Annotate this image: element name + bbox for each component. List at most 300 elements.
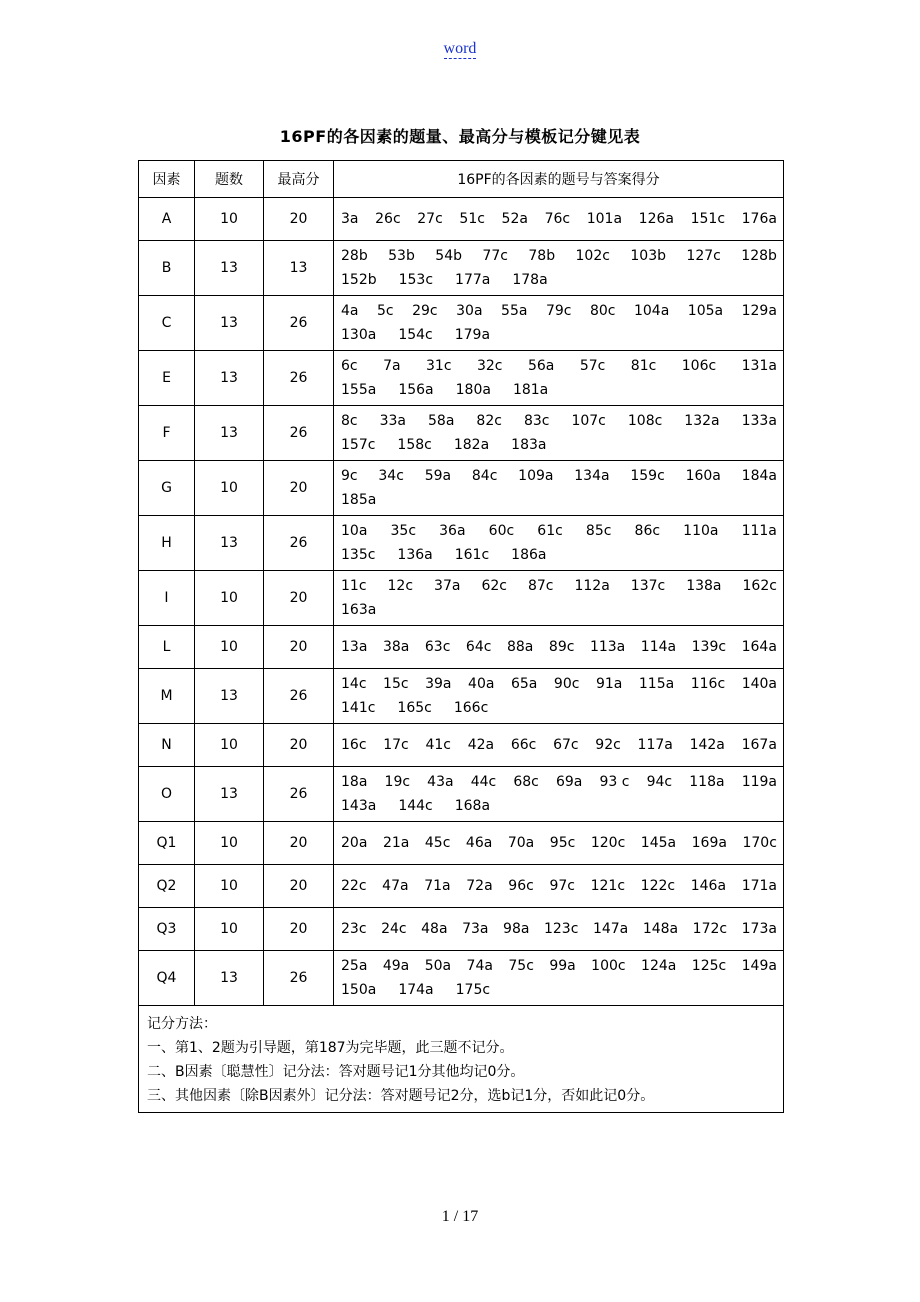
item-key: 35c <box>390 523 417 539</box>
item-key: 125c <box>691 958 727 974</box>
item-key: 160a <box>685 468 721 484</box>
header-word-link-text[interactable]: word <box>443 40 477 57</box>
item-key: 151c <box>690 211 726 227</box>
item-key: 161c <box>454 547 490 563</box>
item-key: 148a <box>642 921 679 937</box>
table-row <box>139 908 784 951</box>
factor-cell: E <box>139 351 195 406</box>
item-key: 134a <box>574 468 610 484</box>
item-key: 34c <box>378 468 404 484</box>
table-row <box>139 516 784 571</box>
item-key: 123c <box>543 921 579 937</box>
item-key: 178a <box>512 272 548 288</box>
item-key: 129a <box>741 303 777 319</box>
item-key: 60c <box>488 523 515 539</box>
item-key: 9c <box>341 468 358 484</box>
item-key: 42a <box>467 737 495 753</box>
max-score-cell: 26 <box>264 669 334 724</box>
item-key: 113a <box>589 639 626 655</box>
item-key: 68c <box>513 774 539 790</box>
item-key: 171a <box>741 878 777 894</box>
item-count-cell: 13 <box>195 406 264 461</box>
item-key: 89c <box>548 639 575 655</box>
factor-cell: H <box>139 516 195 571</box>
item-key: 152b <box>341 272 377 288</box>
item-keys-cell <box>334 822 784 865</box>
item-key: 130a <box>341 327 377 343</box>
item-key: 92c <box>595 737 621 753</box>
item-key: 7a <box>383 358 401 374</box>
item-keys-cell <box>334 296 784 351</box>
note-line-2: 二、B因素〔聪慧性〕记分法：答对题号记1分其他均记0分。 <box>147 1064 525 1080</box>
item-key: 118a <box>689 774 725 790</box>
item-key: 25a <box>341 958 368 974</box>
factor-cell: A <box>139 198 195 241</box>
item-keys-cell <box>334 461 784 516</box>
item-key: 54b <box>435 248 462 264</box>
item-key: 168a <box>454 798 491 814</box>
table-header-row <box>139 161 784 198</box>
item-keys-line <box>341 978 777 1002</box>
item-key: 78b <box>528 248 556 264</box>
header-word-link[interactable] <box>0 40 920 58</box>
item-key: 66c <box>510 737 537 753</box>
document-title: 16PF的各因素的题量、最高分与模板记分键见表 <box>279 127 641 146</box>
factor-cell: Q1 <box>139 822 195 865</box>
note-heading: 记分方法： <box>147 1016 217 1032</box>
max-score-cell: 20 <box>264 461 334 516</box>
item-key: 93 c <box>599 774 630 790</box>
item-keys-cell <box>334 198 784 241</box>
item-key: 67c <box>553 737 579 753</box>
item-keys-cell <box>334 571 784 626</box>
item-key: 49a <box>382 958 410 974</box>
item-key: 154c <box>398 327 433 343</box>
item-key: 150a <box>341 982 377 998</box>
factor-cell: F <box>139 406 195 461</box>
item-count-cell: 10 <box>195 865 264 908</box>
column-header-items: 16PF的各因素的题号与答案得分 <box>334 161 784 198</box>
factor-cell: G <box>139 461 195 516</box>
item-key: 51c <box>459 211 485 227</box>
item-count-cell: 10 <box>195 822 264 865</box>
item-key: 19c <box>384 774 411 790</box>
item-keys-line <box>341 354 777 378</box>
table-row <box>139 461 784 516</box>
item-key: 22c <box>341 878 367 894</box>
item-key: 108c <box>627 413 663 429</box>
item-key: 182a <box>453 437 490 453</box>
item-key: 12c <box>387 578 414 594</box>
item-key: 83c <box>523 413 550 429</box>
item-key: 86c <box>634 523 661 539</box>
max-score-cell: 20 <box>264 626 334 669</box>
factor-cell: C <box>139 296 195 351</box>
item-key: 18a <box>341 774 368 790</box>
item-key: 124a <box>641 958 677 974</box>
item-key: 41c <box>425 737 451 753</box>
item-keys-line <box>341 244 777 268</box>
item-key: 143a <box>341 798 377 814</box>
item-count-cell: 10 <box>195 724 264 767</box>
item-keys-line <box>341 598 777 622</box>
note-line-1: 一、第1、2题为引导题，第187为完毕题，此三题不记分。 <box>147 1040 514 1056</box>
max-score-cell: 20 <box>264 724 334 767</box>
item-key: 95c <box>549 835 576 851</box>
item-key: 141c <box>341 700 376 716</box>
item-key: 162c <box>742 578 777 594</box>
item-key: 179a <box>454 327 491 343</box>
table-row <box>139 406 784 461</box>
table-row <box>139 296 784 351</box>
item-key: 112a <box>574 578 610 594</box>
item-key: 111a <box>741 523 777 539</box>
item-key: 6c <box>341 358 358 374</box>
item-key: 140a <box>741 676 777 692</box>
item-key: 99a <box>549 958 576 974</box>
item-key: 16c <box>341 737 367 753</box>
item-key: 137c <box>630 578 666 594</box>
item-key: 74a <box>466 958 493 974</box>
item-key: 15c <box>383 676 409 692</box>
item-key: 107c <box>571 413 606 429</box>
item-key: 172c <box>692 921 728 937</box>
item-count-cell: 13 <box>195 951 264 1006</box>
item-key: 21a <box>382 835 410 851</box>
item-keys-line <box>341 954 777 978</box>
max-score-cell: 26 <box>264 351 334 406</box>
factor-cell: N <box>139 724 195 767</box>
item-key: 82c <box>476 413 502 429</box>
item-key: 44c <box>470 774 497 790</box>
item-count-cell: 13 <box>195 296 264 351</box>
item-key: 142a <box>689 737 725 753</box>
item-key: 184a <box>741 468 777 484</box>
item-key: 122c <box>640 878 676 894</box>
item-key: 136a <box>397 547 433 563</box>
item-key: 94c <box>646 774 673 790</box>
item-keys-cell <box>334 951 784 1006</box>
item-key: 155a <box>341 382 377 398</box>
item-key: 65a <box>510 676 538 692</box>
item-key: 116c <box>690 676 726 692</box>
item-keys-cell <box>334 626 784 669</box>
item-key: 164a <box>741 639 777 655</box>
item-key: 186a <box>511 547 547 563</box>
item-key: 64c <box>465 639 492 655</box>
item-key: 128b <box>741 248 777 264</box>
item-key: 23c <box>341 921 367 937</box>
item-key: 100c <box>591 958 626 974</box>
item-key: 181a <box>512 382 549 398</box>
max-score-cell: 26 <box>264 951 334 1006</box>
item-key: 117a <box>637 737 673 753</box>
item-key: 98a <box>503 921 530 937</box>
item-key: 61c <box>537 523 563 539</box>
item-keys-line <box>341 323 777 347</box>
item-count-cell: 13 <box>195 351 264 406</box>
item-keys-line <box>341 917 777 941</box>
max-score-cell: 26 <box>264 516 334 571</box>
item-key: 31c <box>426 358 452 374</box>
item-key: 97c <box>549 878 575 894</box>
item-keys-cell <box>334 767 784 822</box>
table-row <box>139 571 784 626</box>
max-score-cell: 20 <box>264 198 334 241</box>
table-row <box>139 241 784 296</box>
item-key: 185a <box>341 492 377 508</box>
item-key: 167a <box>741 737 777 753</box>
item-key: 24c <box>381 921 407 937</box>
item-key: 170c <box>742 835 777 851</box>
item-key: 84c <box>471 468 498 484</box>
item-key: 50a <box>424 958 452 974</box>
factor-cell: Q3 <box>139 908 195 951</box>
scoring-notes-row <box>139 1006 784 1113</box>
item-count-cell: 10 <box>195 461 264 516</box>
item-key: 88a <box>506 639 534 655</box>
item-key: 77c <box>482 248 508 264</box>
item-count-cell: 10 <box>195 198 264 241</box>
table-row <box>139 626 784 669</box>
item-key: 105a <box>687 303 724 319</box>
column-header-max-score: 最高分 <box>264 161 334 198</box>
item-key: 120c <box>590 835 626 851</box>
item-key: 106c <box>681 358 717 374</box>
item-key: 62c <box>481 578 507 594</box>
max-score-cell: 26 <box>264 296 334 351</box>
item-keys-line <box>341 672 777 696</box>
max-score-cell: 20 <box>264 908 334 951</box>
item-key: 146a <box>690 878 727 894</box>
factor-cell: M <box>139 669 195 724</box>
factor-cell: B <box>139 241 195 296</box>
max-score-cell: 13 <box>264 241 334 296</box>
item-key: 180a <box>455 382 491 398</box>
item-keys-cell <box>334 241 784 296</box>
item-key: 138a <box>686 578 722 594</box>
item-key: 126a <box>638 211 674 227</box>
item-key: 33a <box>379 413 407 429</box>
item-key: 8c <box>341 413 358 429</box>
item-keys-cell <box>334 669 784 724</box>
item-key: 36a <box>439 523 466 539</box>
table-row <box>139 351 784 406</box>
item-key: 53b <box>388 248 415 264</box>
item-key: 70a <box>507 835 535 851</box>
table-body <box>139 198 784 1006</box>
factor-cell: Q2 <box>139 865 195 908</box>
item-key: 45c <box>424 835 451 851</box>
table-row <box>139 767 784 822</box>
item-key: 157c <box>341 437 376 453</box>
item-key: 176a <box>741 211 777 227</box>
item-keys-line <box>341 488 777 512</box>
item-keys-line <box>341 299 777 323</box>
item-key: 169a <box>691 835 727 851</box>
item-key: 101a <box>586 211 623 227</box>
item-key: 163a <box>341 602 377 618</box>
item-key: 102c <box>575 248 610 264</box>
item-keys-cell <box>334 724 784 767</box>
item-key: 43a <box>427 774 454 790</box>
item-key: 110a <box>683 523 719 539</box>
max-score-cell: 20 <box>264 822 334 865</box>
table-row <box>139 198 784 241</box>
item-key: 96c <box>508 878 534 894</box>
item-key: 79c <box>545 303 572 319</box>
item-key: 119a <box>741 774 777 790</box>
item-key: 56a <box>527 358 555 374</box>
table-row <box>139 669 784 724</box>
item-keys-cell <box>334 865 784 908</box>
item-key: 46a <box>465 835 493 851</box>
item-key: 177a <box>455 272 491 288</box>
factor-cell: Q4 <box>139 951 195 1006</box>
item-key: 11c <box>341 578 367 594</box>
item-count-cell: 10 <box>195 626 264 669</box>
table-row <box>139 951 784 1006</box>
item-count-cell: 10 <box>195 908 264 951</box>
item-key: 115a <box>638 676 675 692</box>
item-key: 114a <box>640 639 677 655</box>
item-keys-cell <box>334 516 784 571</box>
item-keys-line <box>341 378 777 402</box>
item-key: 29c <box>412 303 438 319</box>
max-score-cell: 26 <box>264 406 334 461</box>
item-keys-line <box>341 207 777 231</box>
item-keys-line <box>341 464 777 488</box>
item-key: 52a <box>501 211 528 227</box>
table-row <box>139 865 784 908</box>
item-key: 71a <box>424 878 451 894</box>
item-key: 132a <box>684 413 720 429</box>
item-key: 144c <box>398 798 433 814</box>
item-key: 4a <box>341 303 359 319</box>
item-keys-line <box>341 433 777 457</box>
item-keys-line <box>341 519 777 543</box>
item-keys-line <box>341 268 777 292</box>
item-key: 139c <box>691 639 727 655</box>
item-key: 131a <box>741 358 777 374</box>
item-keys-cell <box>334 908 784 951</box>
item-key: 166c <box>453 700 489 716</box>
item-key: 32c <box>476 358 503 374</box>
item-key: 183a <box>511 437 547 453</box>
item-keys-line <box>341 794 777 818</box>
item-key: 40a <box>468 676 495 692</box>
item-key: 63c <box>424 639 451 655</box>
item-key: 3a <box>341 211 359 227</box>
item-count-cell: 13 <box>195 669 264 724</box>
item-key: 55a <box>501 303 528 319</box>
factor-cell: O <box>139 767 195 822</box>
item-key: 149a <box>741 958 777 974</box>
page-indicator: 1 / 17 <box>441 1208 479 1225</box>
item-key: 28b <box>341 248 368 264</box>
item-key: 38a <box>382 639 410 655</box>
item-key: 58a <box>428 413 455 429</box>
item-count-cell: 13 <box>195 767 264 822</box>
item-keys-line <box>341 831 777 855</box>
item-keys-line <box>341 409 777 433</box>
item-keys-line <box>341 770 777 794</box>
item-key: 80c <box>589 303 616 319</box>
item-keys-cell <box>334 406 784 461</box>
item-key: 173a <box>741 921 777 937</box>
item-key: 90c <box>553 676 580 692</box>
item-key: 147a <box>592 921 629 937</box>
item-count-cell: 13 <box>195 241 264 296</box>
item-key: 57c <box>579 358 606 374</box>
item-keys-line <box>341 543 777 567</box>
item-key: 91a <box>595 676 623 692</box>
item-key: 37a <box>434 578 461 594</box>
item-key: 14c <box>341 676 367 692</box>
column-header-factor: 因素 <box>139 161 195 198</box>
item-key: 5c <box>377 303 394 319</box>
item-count-cell: 13 <box>195 516 264 571</box>
item-key: 104a <box>633 303 670 319</box>
max-score-cell: 26 <box>264 767 334 822</box>
item-key: 10a <box>341 523 368 539</box>
item-key: 133a <box>741 413 777 429</box>
item-key: 109a <box>518 468 554 484</box>
item-key: 175c <box>455 982 491 998</box>
item-key: 145a <box>640 835 677 851</box>
factor-cell: I <box>139 571 195 626</box>
max-score-cell: 20 <box>264 571 334 626</box>
item-key: 87c <box>527 578 554 594</box>
item-keys-line <box>341 733 777 757</box>
item-key: 17c <box>383 737 409 753</box>
item-key: 159c <box>630 468 665 484</box>
item-key: 48a <box>421 921 448 937</box>
item-key: 174a <box>398 982 434 998</box>
item-key: 153c <box>398 272 434 288</box>
table-row <box>139 822 784 865</box>
item-key: 20a <box>341 835 368 851</box>
scoring-notes <box>139 1006 784 1113</box>
item-key: 135c <box>341 547 376 563</box>
item-key: 26c <box>375 211 401 227</box>
factor-cell: L <box>139 626 195 669</box>
item-key: 72a <box>466 878 493 894</box>
item-key: 85c <box>585 523 612 539</box>
item-keys-line <box>341 574 777 598</box>
item-key: 121c <box>590 878 626 894</box>
item-key: 75c <box>508 958 534 974</box>
scoring-key-table <box>138 160 784 1113</box>
item-key: 59a <box>424 468 452 484</box>
table-row <box>139 724 784 767</box>
item-key: 81c <box>630 358 657 374</box>
item-key: 69a <box>555 774 583 790</box>
item-keys-cell <box>334 351 784 406</box>
item-key: 76c <box>544 211 571 227</box>
item-key: 47a <box>382 878 409 894</box>
item-keys-line <box>341 874 777 898</box>
item-key: 158c <box>397 437 432 453</box>
item-key: 127c <box>686 248 721 264</box>
item-key: 27c <box>417 211 443 227</box>
item-keys-line <box>341 696 777 720</box>
item-key: 39a <box>425 676 452 692</box>
item-key: 13a <box>341 639 368 655</box>
item-key: 103b <box>630 248 666 264</box>
item-key: 165c <box>397 700 432 716</box>
item-count-cell: 10 <box>195 571 264 626</box>
